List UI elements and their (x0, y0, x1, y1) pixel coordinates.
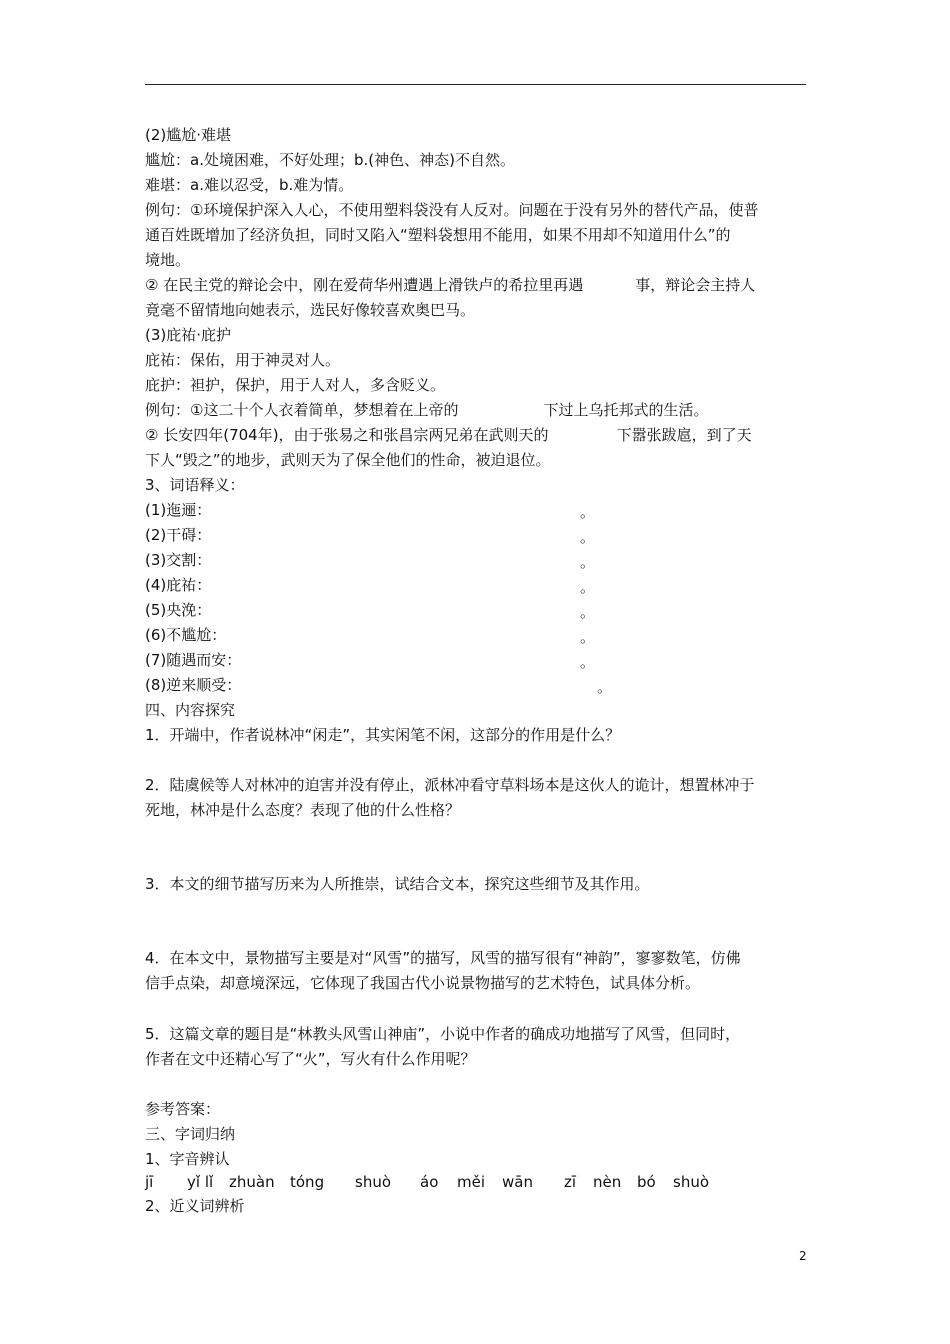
end-mark: 。 (580, 578, 596, 596)
sec2-example1-line3: 境地。 (145, 251, 191, 269)
pinyin: jī (145, 1173, 154, 1191)
sec2-example2-part-a: ② 在民主党的辩论会中，刚在爱荷华州遭遇上滑铁卢的希拉里再遇 (145, 276, 584, 294)
explain-title: 3、词语释义： (145, 476, 245, 494)
sec3-example2-part-b: 下嚣张跋扈，到了天 (616, 426, 752, 444)
pinyin: wān (502, 1173, 533, 1191)
explain-item: (2)干碍： (145, 526, 212, 544)
answers-section: 三、字词归纳 (145, 1125, 236, 1143)
explain-item: (3)交割： (145, 551, 212, 569)
sec2-def2: 难堪：a.难以忍受，b.难为情。 (145, 176, 354, 194)
sec2-title: (2)尴尬·难堪 (145, 126, 232, 144)
question-2-line2: 死地，林冲是什么态度？表现了他的什么性格？ (145, 801, 461, 819)
question-2-line1: 2．陆虞候等人对林冲的迫害并没有停止，派林冲看守草料场本是这伙人的诡计，想置林冲于 (145, 776, 755, 794)
explain-item: (1)迤逦： (145, 501, 212, 519)
end-mark: 。 (580, 553, 596, 571)
explain-item: (4)庇祐： (145, 576, 212, 594)
sec3-example1-part-a: 例句：①这二十个人衣着简单，梦想着在上帝的 (145, 401, 459, 419)
header-rule (145, 84, 806, 85)
question-5-line1: 5．这篇文章的题目是“林教头风雪山神庙”，小说中作者的确成功地描写了风雪，但同时， (145, 1025, 741, 1043)
end-mark: 。 (580, 653, 596, 671)
end-mark: 。 (597, 678, 613, 696)
pinyin: shuò (673, 1173, 710, 1191)
pinyin: nèn (593, 1173, 622, 1191)
answers-pronunciation-title: 1、字音辨认 (145, 1150, 230, 1168)
page-number: 2 (799, 1249, 807, 1263)
sec2-def1: 尴尬：a.处境困难，不好处理；b.(神色、神态)不自然。 (145, 151, 515, 169)
end-mark: 。 (580, 628, 596, 646)
sec2-example1-line1: 例句：①环境保护深入人心，不使用塑料袋没有人反对。问题在于没有另外的替代产品，使普 (145, 201, 759, 219)
end-mark: 。 (580, 503, 596, 521)
pinyin: měi (457, 1173, 486, 1191)
sec3-example2-line2: 下人“毁之”的地步，武则天为了保全他们的性命，被迫退位。 (145, 451, 551, 469)
explain-item: (8)逆来顺受： (145, 676, 242, 694)
pinyin: tóng (290, 1173, 325, 1191)
pinyin: shuò (355, 1173, 392, 1191)
end-mark: 。 (580, 528, 596, 546)
explore-title: 四、内容探究 (145, 701, 236, 719)
sec2-example2-line1 (145, 275, 755, 295)
explain-item: (5)央浼： (145, 601, 212, 619)
end-mark: 。 (580, 603, 596, 621)
answers-title: 参考答案： (145, 1100, 221, 1118)
sec3-def2: 庇护：袒护，保护，用于人对人，多含贬义。 (145, 376, 446, 394)
question-1: 1．开端中，作者说林冲“闲走”，其实闲笔不闲，这部分的作用是什么？ (145, 726, 621, 744)
sec2-example2-part-b: 事，辩论会主持人 (635, 276, 756, 294)
question-5-line2: 作者在文中还精心写了“火”，写火有什么作用呢？ (145, 1050, 476, 1068)
sec3-example2-line1 (145, 425, 752, 445)
answers-synonym-title: 2、近义词辨析 (145, 1197, 245, 1215)
sec3-title: (3)庇祐·庇护 (145, 326, 232, 344)
sec3-def1: 庇祐：保佑，用于神灵对人。 (145, 351, 341, 369)
sec2-example2-line2: 竟毫不留情地向她表示，选民好像较喜欢奥巴马。 (145, 301, 476, 319)
question-3: 3．本文的细节描写历来为人所推崇，试结合文本，探究这些细节及其作用。 (145, 875, 650, 893)
sec3-example1 (145, 400, 708, 420)
sec3-example1-part-b: 下过上乌托邦式的生活。 (543, 401, 709, 419)
pinyin: zī (564, 1173, 577, 1191)
pinyin: áo (420, 1173, 439, 1191)
pinyin: zhuàn (229, 1173, 275, 1191)
pinyin: yǐ lǐ (187, 1173, 214, 1191)
pinyin-row (145, 1172, 709, 1192)
pinyin: bó (637, 1173, 656, 1191)
question-4-line1: 4．在本文中，景物描写主要是对“风雪”的描写，风雪的描写很有“神韵”，寥寥数笔，仿佛 (145, 949, 741, 967)
question-4-line2: 信手点染，却意境深远，它体现了我国古代小说景物描写的艺术特色，试具体分析。 (145, 974, 701, 992)
sec2-example1-line2: 通百姓既增加了经济负担，同时又陷入“塑料袋想用不能用，如果不用却不知道用什么”的 (145, 226, 731, 244)
sec3-example2-part-a: ② 长安四年(704年)，由于张易之和张昌宗两兄弟在武则天的 (145, 426, 549, 444)
explain-item: (7)随遇而安： (145, 651, 242, 669)
explain-item: (6)不尴尬： (145, 626, 227, 644)
